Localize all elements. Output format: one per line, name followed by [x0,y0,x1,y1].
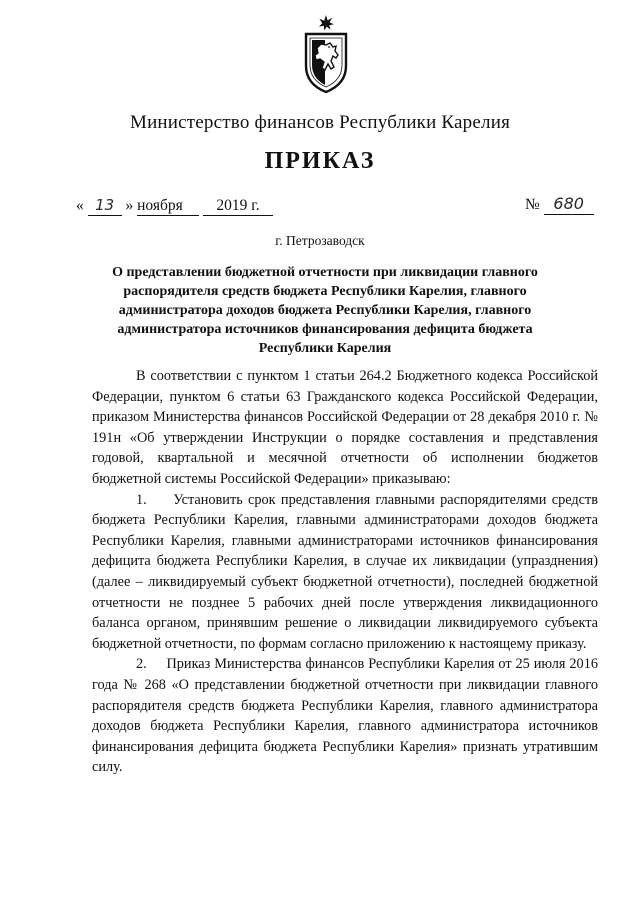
body-paragraph-intro: В соответствии с пунктом 1 статьи 264.2 Бюджетного кодекса Российской Федерации, пунктом 6 статьи 63 Гражданского кодекса Российской Федерации, приказом Министерства финансов Российской Федерации от 28 декабря 2010 г. № 191н «Об утверждении Инструкции о порядке составления и представления годовой, квартальной и месячной отчетности об исполнении бюджетов бюджетной системы Российской Федерации» приказываю: [92,368,598,487]
document-type-heading: ПРИКАЗ [264,148,376,174]
date-month: ноября [137,197,183,214]
city-name: г. Петрозаводск [275,233,365,248]
order-body [92,366,598,778]
date-day-handwritten: 13 [95,196,115,214]
body-item-2: 2. Приказ Министерства финансов Республики Карелия от 25 июля 2016 года № 268 «О представлении бюджетной отчетности при ликвидации главного распорядителя средств бюджета Республики Карелия, главного администратора доходов бюджета Республики Карелия, главного администратора источников финансирования дефицита бюджета Республики Карелия» признать утратившим силу. [92,656,598,776]
number-label: № [525,196,540,213]
date-open-quote: « [76,197,84,214]
number-value-handwritten: 680 [553,194,584,213]
ministry-name: Министерство финансов Республики Карелия [129,112,511,133]
order-date [76,196,273,216]
coat-of-arms-icon [300,14,352,94]
order-title: О представлении бюджетной отчетности при ликвидации главного распорядителя средств бюджета Республики Карелия, главного администратора доходов бюджета Республики Карелия, главного администратора источников финансирования дефицита бюджета Республики Карелия [112,265,538,356]
order-number [525,194,594,215]
body-item-1: 1. Установить срок представления главными распорядителями средств бюджета Республики Карелия, главными администраторами доходов бюджета Республики Карелия, главными администраторами источников финансирования дефицита бюджета Республики Карелия, в случае их ликвидации (упразднения) (далее – ликвидируемый субъект бюджетной отчетности), последней бюджетной отчетности не позднее 5 рабочих дней после утверждения ликвидационного баланса органом, принявшим решение о ликвидации ликвидируемого субъекта бюджетной отчетности, по формам согласно приложению к настоящему приказу. [92,491,598,652]
date-year: 2019 г. [216,197,260,214]
date-close-quote: » [125,197,134,214]
